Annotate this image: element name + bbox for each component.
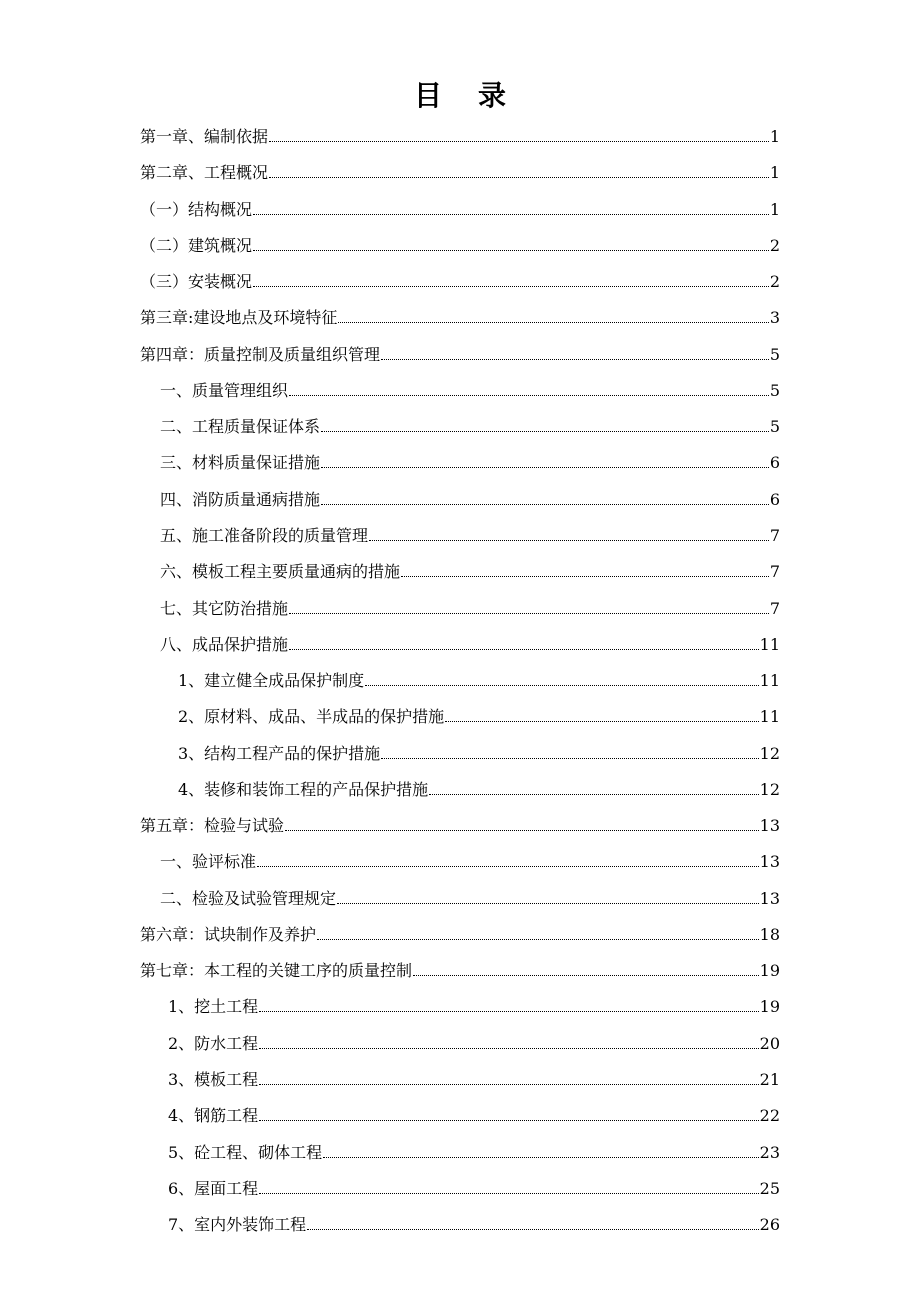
toc-dot-leader bbox=[253, 214, 769, 215]
toc-entry-label: 六、模板工程主要质量通病的措施 bbox=[160, 562, 401, 582]
toc-dot-leader bbox=[321, 467, 769, 468]
toc-entry[interactable] bbox=[140, 194, 780, 220]
toc-entry-label: 二、工程质量保证体系 bbox=[160, 417, 321, 437]
toc-dot-leader bbox=[289, 395, 769, 396]
toc-entry-label: 第六章：试块制作及养护 bbox=[140, 924, 317, 944]
toc-entry-page-number: 1 bbox=[769, 127, 780, 146]
toc-entry-page-number: 1 bbox=[769, 199, 780, 219]
toc-entry[interactable] bbox=[140, 955, 780, 981]
toc-entry-page-number: 13 bbox=[759, 816, 780, 836]
toc-entry[interactable] bbox=[160, 629, 780, 655]
toc-entry-label: 1、挖土工程 bbox=[168, 997, 259, 1017]
toc-entry-page-number: 1 bbox=[769, 163, 780, 183]
toc-entry[interactable] bbox=[168, 1100, 780, 1126]
toc-entry-label: 3、结构工程产品的保护措施 bbox=[178, 743, 381, 763]
toc-entry-label: （一）结构概况 bbox=[140, 199, 253, 219]
toc-entry-label: 4、装修和装饰工程的产品保护措施 bbox=[178, 779, 429, 799]
toc-title bbox=[0, 74, 920, 114]
toc-dot-leader bbox=[445, 721, 758, 722]
toc-entry-page-number: 7 bbox=[769, 525, 780, 545]
toc-dot-leader bbox=[269, 141, 769, 142]
toc-dot-leader bbox=[253, 250, 769, 251]
toc-entry-label: 5、砼工程、砌体工程 bbox=[168, 1142, 323, 1162]
toc-entry-page-number: 18 bbox=[759, 924, 780, 944]
toc-entry-page-number: 6 bbox=[769, 453, 780, 473]
toc-entry-page-number: 6 bbox=[769, 489, 780, 509]
toc-entry-page-number: 26 bbox=[759, 1215, 780, 1235]
toc-entry-label: 三、材料质量保证措施 bbox=[160, 453, 321, 473]
toc-dot-leader bbox=[321, 504, 769, 505]
toc-dot-leader bbox=[259, 1048, 758, 1049]
toc-dot-leader bbox=[289, 613, 769, 614]
toc-entry-label: 二、检验及试验管理规定 bbox=[160, 888, 337, 908]
toc-entry-page-number: 19 bbox=[759, 961, 780, 981]
toc-entry[interactable] bbox=[160, 593, 780, 619]
toc-entry-label: 第五章：检验与试验 bbox=[140, 816, 285, 836]
toc-entry-page-number: 13 bbox=[759, 888, 780, 908]
toc-dot-leader bbox=[365, 685, 758, 686]
toc-entry-label: 一、验评标准 bbox=[160, 852, 257, 872]
toc-dot-leader bbox=[269, 177, 769, 178]
toc-entry[interactable] bbox=[178, 774, 780, 800]
toc-entry[interactable] bbox=[168, 1028, 780, 1054]
toc-entry[interactable] bbox=[160, 846, 780, 872]
toc-entry-label: 3、模板工程 bbox=[168, 1070, 259, 1090]
toc-entry[interactable] bbox=[178, 701, 780, 727]
toc-entry-label: 一、质量管理组织 bbox=[160, 380, 289, 400]
toc-entry-label: 第三章:建设地点及环境特征 bbox=[140, 308, 338, 328]
toc-entry[interactable] bbox=[160, 447, 780, 473]
toc-dot-leader bbox=[321, 431, 769, 432]
toc-entry-page-number: 13 bbox=[759, 852, 780, 872]
toc-entry-page-number: 5 bbox=[769, 417, 780, 437]
toc-entry[interactable] bbox=[168, 991, 780, 1017]
toc-entry-label: 四、消防质量通病措施 bbox=[160, 489, 321, 509]
toc-entry-page-number: 2 bbox=[769, 272, 780, 292]
toc-dot-leader bbox=[429, 794, 758, 795]
toc-entry-label: 4、钢筋工程 bbox=[168, 1106, 259, 1126]
toc-dot-leader bbox=[338, 322, 768, 323]
toc-entry-label: （三）安装概况 bbox=[140, 272, 253, 292]
toc-entry-page-number: 7 bbox=[769, 562, 780, 582]
toc-entry[interactable] bbox=[168, 1137, 780, 1163]
toc-entry-label: 第七章：本工程的关键工序的质量控制 bbox=[140, 961, 413, 981]
toc-entry[interactable] bbox=[160, 375, 780, 401]
toc-entry-label: 五、施工准备阶段的质量管理 bbox=[160, 525, 369, 545]
toc-entry-label: 第一章、编制依据 bbox=[140, 127, 269, 146]
toc-entry[interactable] bbox=[168, 1064, 780, 1090]
toc-entry-label: 第四章：质量控制及质量组织管理 bbox=[140, 344, 381, 364]
toc-entry[interactable] bbox=[168, 1173, 780, 1199]
toc-entry[interactable] bbox=[140, 919, 780, 945]
toc-entry[interactable] bbox=[160, 883, 780, 909]
toc-entry-label: 7、室内外装饰工程 bbox=[168, 1215, 307, 1235]
toc-dot-leader bbox=[285, 830, 759, 831]
toc-entry[interactable] bbox=[160, 520, 780, 546]
toc-entry-page-number: 5 bbox=[769, 344, 780, 364]
toc-entry-page-number: 7 bbox=[769, 598, 780, 618]
toc-entry[interactable] bbox=[140, 266, 780, 292]
toc-entry-label: 2、原材料、成品、半成品的保护措施 bbox=[178, 707, 445, 727]
toc-entry-label: 2、防水工程 bbox=[168, 1033, 259, 1053]
toc-entry-page-number: 11 bbox=[759, 634, 780, 654]
toc-dot-leader bbox=[259, 1011, 758, 1012]
toc-dot-leader bbox=[253, 286, 769, 287]
toc-entry[interactable] bbox=[140, 339, 780, 365]
toc-entry-label: 七、其它防治措施 bbox=[160, 598, 289, 618]
toc-entry[interactable] bbox=[160, 484, 780, 510]
toc-dot-leader bbox=[369, 540, 769, 541]
toc-entry-page-number: 3 bbox=[769, 308, 780, 328]
toc-title-char-1: 目 bbox=[413, 79, 442, 112]
toc-entry[interactable] bbox=[140, 121, 780, 147]
toc-dot-leader bbox=[323, 1157, 758, 1158]
toc-dot-leader bbox=[381, 359, 769, 360]
toc-dot-leader bbox=[259, 1120, 758, 1121]
toc-entry-page-number: 11 bbox=[759, 707, 780, 727]
toc-entry-page-number: 12 bbox=[759, 779, 780, 799]
toc-entry-label: （二）建筑概况 bbox=[140, 235, 253, 255]
toc-dot-leader bbox=[259, 1084, 758, 1085]
toc-entry-page-number: 11 bbox=[759, 671, 780, 691]
toc-entry[interactable] bbox=[160, 411, 780, 437]
toc-entry-label: 6、屋面工程 bbox=[168, 1178, 259, 1198]
toc-entry[interactable] bbox=[168, 1209, 780, 1235]
toc-entry-page-number: 20 bbox=[759, 1033, 780, 1053]
toc-entry-page-number: 19 bbox=[759, 997, 780, 1017]
toc-entry[interactable] bbox=[140, 302, 780, 328]
toc-entry[interactable] bbox=[160, 556, 780, 582]
toc-entry-page-number: 2 bbox=[769, 235, 780, 255]
toc-dot-leader bbox=[381, 758, 758, 759]
toc-dot-leader bbox=[259, 1193, 758, 1194]
toc-dot-leader bbox=[317, 939, 759, 940]
toc-entry[interactable] bbox=[178, 738, 780, 764]
toc-dot-leader bbox=[337, 903, 759, 904]
toc-dot-leader bbox=[401, 576, 769, 577]
toc-entry[interactable] bbox=[140, 157, 780, 183]
toc-entry-page-number: 25 bbox=[759, 1178, 780, 1198]
toc-entry[interactable] bbox=[178, 665, 780, 691]
toc-entry[interactable] bbox=[140, 810, 780, 836]
toc-entry-page-number: 23 bbox=[759, 1142, 780, 1162]
toc-title-char-2: 录 bbox=[478, 79, 507, 112]
toc-entry-label: 1、建立健全成品保护制度 bbox=[178, 671, 365, 691]
toc-entry-page-number: 21 bbox=[759, 1070, 780, 1090]
toc-entry-page-number: 5 bbox=[769, 380, 780, 400]
toc-entry-page-number: 22 bbox=[759, 1106, 780, 1126]
toc-entry-label: 八、成品保护措施 bbox=[160, 634, 289, 654]
toc-dot-leader bbox=[257, 866, 759, 867]
toc-entry[interactable] bbox=[140, 230, 780, 256]
toc-dot-leader bbox=[307, 1229, 758, 1230]
toc-dot-leader bbox=[289, 649, 759, 650]
toc-entry-label: 第二章、工程概况 bbox=[140, 163, 269, 183]
toc-dot-leader bbox=[413, 975, 759, 976]
toc-entry-page-number: 12 bbox=[759, 743, 780, 763]
